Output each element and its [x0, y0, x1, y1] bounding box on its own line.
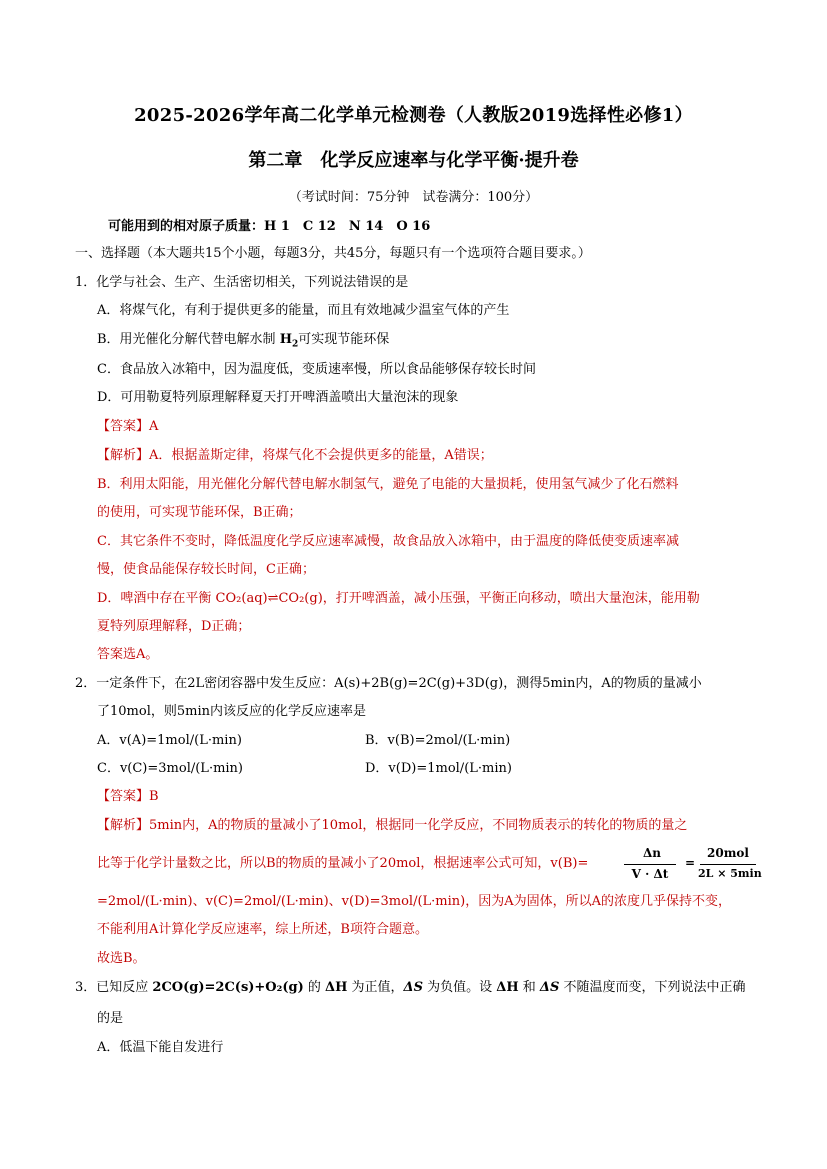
q2-answer [97, 788, 159, 806]
q1-analysis-7: 夏特列原理解释，D正确； [97, 619, 251, 634]
q2-option-b: B．v(B)=2mol/(L·min) [365, 733, 511, 748]
frac2-numerator: 20mol [707, 846, 749, 860]
q3-stem-and: 和 [518, 980, 540, 995]
h2-symbol: H [279, 332, 292, 347]
q3-delta-s: ΔS [403, 980, 423, 995]
exam-info: （考试时间：75分钟 试卷满分：100分） [288, 190, 539, 205]
q2-analysis-1 [97, 817, 687, 835]
q2-analysis-3: =2mol/(L·min)、v(C)=2mol/(L·min)、v(D)=3mol/(L·min)，因为A为固体，所以A的浓度几乎保持不变， [97, 894, 731, 909]
q3-stem-1 [75, 979, 746, 997]
q3-delta-s-2: ΔS [539, 980, 560, 995]
q3-option-a: A．低温下能自发进行 [97, 1040, 224, 1055]
q2-option-a: A．v(A)=1mol/(L·min) [97, 733, 242, 748]
frac-equals: = [685, 856, 696, 870]
q2-option-d: D．v(D)=1mol/(L·min) [365, 761, 512, 776]
q1-option-c: C．食品放入冰箱中，因为温度低，变质速率慢，所以食品能够保存较长时间 [97, 362, 536, 377]
q3-delta-h: ΔH [325, 980, 348, 995]
q1-analysis-2: B．利用太阳能，用光催化分解代替电解水制氢气，避免了电能的大量损耗，使用氢气减少了化石燃料 [97, 477, 679, 492]
section-heading: 一、选择题（本大题共15个小题，每题3分，共45分，每题只有一个选项符合题目要求。） [75, 246, 591, 261]
frac1-bar [624, 864, 676, 865]
q1-analysis-5: 慢，使食品能保存较长时间，C正确； [97, 562, 315, 577]
q3-stem-mid1: 的 [303, 980, 325, 995]
q2-analysis-text-1: 5min内，A的物质的量减小了10mol，根据同一化学反应，不同物质表示的转化的物质的量之 [149, 818, 688, 833]
q1-option-b-pre: B．用光催化分解代替电解水制 [97, 332, 280, 347]
q1-option-d: D．可用勒夏特列原理解释夏天打开啤酒盖喷出大量泡沫的现象 [97, 390, 459, 405]
q2-answer-label: 【答案】 [97, 789, 150, 804]
frac1-denominator: V · Δt [631, 867, 669, 881]
q1-analysis-text-1: A．根据盖斯定律，将煤气化不会提供更多的能量，A错误； [149, 448, 493, 463]
chapter-title: 第二章 化学反应速率与化学平衡·提升卷 [248, 150, 579, 171]
q3-equation: 2CO(g)=2C(s)+O₂(g) [152, 980, 304, 995]
q3-stem-2: 的是 [97, 1011, 124, 1026]
q1-answer-label: 【答案】 [97, 419, 150, 434]
frac2-bar [700, 864, 756, 865]
q1-option-b [97, 331, 389, 354]
q1-analysis-6: D．啤酒中存在平衡 CO₂(aq)⇌CO₂(g)，打开啤酒盖，减小压强，平衡正向移动，喷出大量泡沫，能用勒 [97, 591, 700, 606]
q3-stem-pre: 3．已知反应 [75, 980, 153, 995]
q1-analysis-3: 的使用，可实现节能环保，B正确； [97, 505, 302, 520]
q2-option-c: C．v(C)=3mol/(L·min) [97, 761, 244, 776]
q2-conclusion: 故选B。 [97, 951, 146, 966]
exam-title: 2025-2026学年高二化学单元检测卷（人教版2019选择性必修1） [134, 105, 693, 126]
q2-answer-value: B [149, 789, 159, 804]
q1-stem: 1．化学与社会、生产、生活密切相关，下列说法错误的是 [75, 275, 409, 290]
q1-conclusion: 答案选A。 [97, 647, 159, 662]
q2-stem-1: 2．一定条件下，在2L密闭容器中发生反应：A(s)+2B(g)=2C(g)+3D(g)，测得5min内，A的物质的量减小 [75, 676, 702, 691]
atomic-mass-label: 可能用到的相对原子质量： [108, 219, 265, 234]
q3-delta-h-2: ΔH [496, 980, 519, 995]
q2-analysis-label: 【解析】 [97, 818, 150, 833]
q2-stem-2: 了10mol，则5min内该反应的化学反应速率是 [97, 704, 366, 719]
h2-subscript: 2 [291, 339, 299, 350]
atomic-mass-values: H 1 C 12 N 14 O 16 [264, 219, 431, 234]
q3-stem-mid2: 为正值， [347, 980, 404, 995]
q3-stem-mid3: 为负值。设 [423, 980, 497, 995]
q2-analysis-4: 不能利用A计算化学反应速率，综上所述，B项符合题意。 [97, 922, 428, 937]
q1-analysis-1 [97, 447, 493, 465]
q1-answer-value: A [149, 419, 159, 434]
atomic-mass-line [108, 218, 430, 236]
q1-analysis-label: 【解析】 [97, 448, 150, 463]
q2-analysis-2: 比等于化学计量数之比，所以B的物质的量减小了20mol，根据速率公式可知，v(B)= [97, 856, 589, 871]
q1-analysis-4: C．其它条件不变时，降低温度化学反应速率减慢，故食品放入冰箱中，由于温度的降低使变质速率减 [97, 534, 679, 549]
frac2-denominator: 2L × 5min [698, 867, 762, 880]
q1-answer [97, 418, 158, 436]
frac1-numerator: Δn [642, 846, 662, 860]
q3-stem-post: 不随温度而变，下列说法中正确 [559, 980, 746, 995]
q1-option-a: A．将煤气化，有利于提供更多的能量，而且有效地减少温室气体的产生 [97, 303, 510, 318]
q1-option-b-post: 可实现节能环保 [298, 332, 390, 347]
